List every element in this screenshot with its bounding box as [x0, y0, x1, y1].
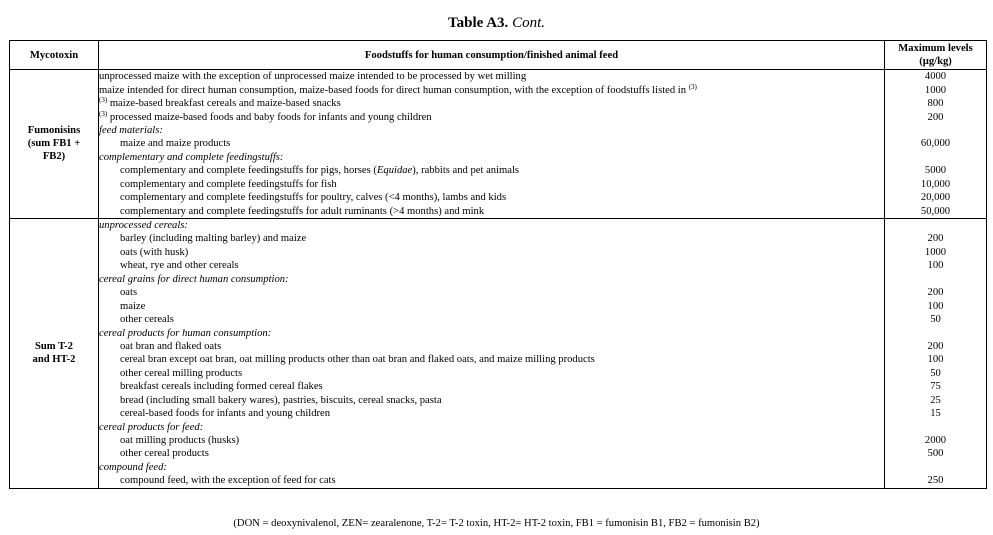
foodstuff-cell — [99, 447, 885, 460]
table-body — [10, 70, 987, 489]
table-row — [10, 353, 987, 366]
foodstuff-text: breakfast cereals including formed cereal flakes — [120, 381, 323, 393]
foodstuff-text: complementary and complete feedingstuffs: — [99, 151, 284, 163]
category-row — [10, 420, 987, 433]
max-level-cell: 100 — [885, 353, 987, 366]
foodstuff-text: other cereals — [120, 314, 174, 326]
foodstuff-cell — [99, 380, 885, 393]
foodstuff-text: complementary and complete feedingstuffs for fish — [120, 178, 337, 190]
table-row — [10, 110, 987, 123]
table-row — [10, 447, 987, 460]
max-level-cell: 100 — [885, 299, 987, 312]
foodstuff-cell — [99, 434, 885, 447]
foodstuff-text: wheat, rye and other cereals — [120, 260, 239, 272]
max-level-cell: 2000 — [885, 434, 987, 447]
table-row — [10, 70, 987, 84]
category-label — [99, 326, 885, 339]
foodstuff-text: oats — [120, 287, 138, 299]
max-level-cell: 25 — [885, 394, 987, 407]
max-level-cell: 200 — [885, 232, 987, 245]
max-level-cell: 10,000 — [885, 178, 987, 191]
table-row — [10, 164, 987, 177]
foodstuff-text: maize intended for direct human consumption, maize-based foods for direct human consumption, with the exception of foodstuffs listed in — [99, 84, 687, 96]
header-mycotoxin: Mycotoxin — [10, 41, 99, 70]
table-row — [10, 407, 987, 420]
table-row — [10, 434, 987, 447]
table-row — [10, 83, 987, 96]
foodstuff-text: cereal grains for direct human consumption: — [99, 273, 289, 285]
mycotoxin-cell — [10, 70, 99, 219]
foodstuff-text: barley (including malting barley) and maize — [120, 233, 307, 245]
mycotoxin-limits-table — [9, 40, 987, 489]
max-level-cell: 75 — [885, 380, 987, 393]
foodstuff-text: compound feed: — [99, 461, 167, 473]
foodstuff-cell — [99, 232, 885, 245]
category-row — [10, 124, 987, 137]
max-level-cell: 60,000 — [885, 137, 987, 150]
foodstuff-text: maize and maize products — [120, 138, 231, 150]
foodstuff-text: compound feed, with the exception of feed for cats — [120, 475, 336, 487]
table-row — [10, 367, 987, 380]
category-label — [99, 124, 885, 137]
foodstuff-text: complementary and complete feedingstuffs for poultry, calves (<4 months), lambs and kids — [120, 192, 507, 204]
max-level-cell: 500 — [885, 447, 987, 460]
header-max-line1: Maximum levels — [898, 43, 973, 54]
table-row — [10, 259, 987, 272]
max-level-cell — [885, 326, 987, 339]
table-title-sub: Cont. — [512, 15, 545, 31]
foodstuff-text: unprocessed maize with the exception of unprocessed maize intended to be processed by wet milling — [99, 71, 527, 83]
max-level-cell — [885, 420, 987, 433]
category-label — [99, 218, 885, 232]
foodstuff-cell — [99, 474, 885, 488]
foodstuff-text: complementary and complete feedingstuffs for pigs, horses ( — [120, 165, 377, 177]
max-level-cell — [885, 461, 987, 474]
category-label — [99, 461, 885, 474]
foodstuff-text: unprocessed cereals: — [99, 220, 188, 232]
max-level-cell: 20,000 — [885, 191, 987, 204]
foodstuff-cell — [99, 178, 885, 191]
max-level-cell — [885, 273, 987, 286]
footnote-ref: (3) — [99, 96, 108, 105]
category-label — [99, 151, 885, 164]
table-row — [10, 204, 987, 218]
foodstuff-cell — [99, 367, 885, 380]
foodstuff-cell — [99, 259, 885, 272]
table-header-row — [10, 41, 987, 70]
max-level-cell: 50 — [885, 367, 987, 380]
header-max-line2: (µg/kg) — [919, 56, 952, 67]
foodstuff-cell — [99, 246, 885, 259]
max-level-cell: 1000 — [885, 246, 987, 259]
footnote-ref: (3) — [688, 83, 697, 91]
foodstuff-cell — [99, 164, 885, 177]
table-row — [10, 394, 987, 407]
footnote: (DON = deoxynivalenol, ZEN= zearalenone, T-2= T-2 toxin, HT-2= HT-2 toxin, FB1 = fumonisin B1, FB2 = fumonisin B2) — [233, 518, 760, 529]
table-title — [0, 13, 993, 33]
max-level-cell — [885, 124, 987, 137]
foodstuff-cell — [99, 110, 885, 123]
header-foodstuffs: Foodstuffs for human consumption/finished animal feed — [99, 41, 885, 70]
foodstuff-cell — [99, 394, 885, 407]
category-row — [10, 461, 987, 474]
table-title-main: Table A3. — [448, 15, 509, 31]
category-row — [10, 218, 987, 232]
foodstuff-text: other cereal products — [120, 448, 209, 460]
table-row — [10, 313, 987, 326]
foodstuff-cell — [99, 353, 885, 366]
mycotoxin-name-line: FB2) — [42, 151, 66, 163]
footnote-ref: (3) — [99, 110, 108, 118]
foodstuff-text: processed maize-based foods and baby foods for infants and young children — [107, 111, 432, 123]
table-row — [10, 232, 987, 245]
max-level-cell: 50 — [885, 313, 987, 326]
table-row — [10, 191, 987, 204]
category-row — [10, 273, 987, 286]
table-row — [10, 137, 987, 150]
foodstuff-text-italic: Equidae — [376, 165, 413, 177]
mycotoxin-name-line: (sum FB1 + — [27, 138, 81, 150]
category-label — [99, 273, 885, 286]
max-level-cell: 250 — [885, 474, 987, 488]
foodstuff-text: complementary and complete feedingstuffs for adult ruminants (>4 months) and mink — [120, 205, 485, 217]
foodstuff-cell — [99, 407, 885, 420]
max-level-cell: 100 — [885, 259, 987, 272]
category-row — [10, 326, 987, 339]
max-level-cell — [885, 151, 987, 164]
max-level-cell: 200 — [885, 110, 987, 123]
foodstuff-cell — [99, 137, 885, 150]
foodstuff-text: cereal products for human consumption: — [99, 327, 272, 339]
max-level-cell: 4000 — [885, 70, 987, 84]
table-row — [10, 246, 987, 259]
header-maximum-levels — [885, 41, 987, 70]
foodstuff-text: oat bran and flaked oats — [120, 340, 222, 352]
foodstuff-text: oats (with husk) — [120, 246, 189, 258]
foodstuff-cell — [99, 340, 885, 353]
table-row — [10, 97, 987, 110]
foodstuff-text: cereal bran except oat bran, oat milling products other than oat bran and flaked oats, and maize milling products — [120, 354, 595, 366]
category-label — [99, 420, 885, 433]
foodstuff-cell — [99, 299, 885, 312]
foodstuff-text: feed materials: — [99, 124, 163, 136]
foodstuff-text: cereal-based foods for infants and young children — [120, 408, 331, 420]
max-level-cell: 200 — [885, 340, 987, 353]
foodstuff-text: maize-based breakfast cereals and maize-based snacks — [107, 98, 341, 110]
foodstuff-text-after: ), rabbits and pet animals — [412, 165, 520, 177]
table-row — [10, 340, 987, 353]
max-level-cell — [885, 218, 987, 232]
max-level-cell: 50,000 — [885, 204, 987, 218]
foodstuff-text: bread (including small bakery wares), pastries, biscuits, cereal snacks, pasta — [120, 394, 442, 406]
table-row — [10, 286, 987, 299]
table-row — [10, 299, 987, 312]
table-row — [10, 474, 987, 488]
mycotoxin-name-line: Sum T-2 — [35, 341, 73, 353]
foodstuff-cell — [99, 204, 885, 218]
max-level-cell: 5000 — [885, 164, 987, 177]
max-level-cell: 1000 — [885, 83, 987, 96]
table-row — [10, 178, 987, 191]
max-level-cell: 15 — [885, 407, 987, 420]
foodstuff-cell — [99, 97, 885, 110]
max-level-cell: 800 — [885, 97, 987, 110]
foodstuff-cell — [99, 83, 885, 96]
foodstuff-cell — [99, 191, 885, 204]
foodstuff-text: oat milling products (husks) — [120, 435, 240, 447]
foodstuff-text: cereal products for feed: — [99, 421, 204, 433]
foodstuff-cell — [99, 313, 885, 326]
mycotoxin-name-line: and HT-2 — [32, 354, 76, 366]
foodstuff-text: other cereal milling products — [120, 367, 243, 379]
mycotoxin-name-line: Fumonisins — [27, 125, 81, 137]
category-row — [10, 151, 987, 164]
foodstuff-cell — [99, 286, 885, 299]
table-row — [10, 380, 987, 393]
max-level-cell: 200 — [885, 286, 987, 299]
foodstuff-cell — [99, 70, 885, 84]
mycotoxin-cell — [10, 218, 99, 488]
foodstuff-text: maize — [120, 300, 146, 312]
